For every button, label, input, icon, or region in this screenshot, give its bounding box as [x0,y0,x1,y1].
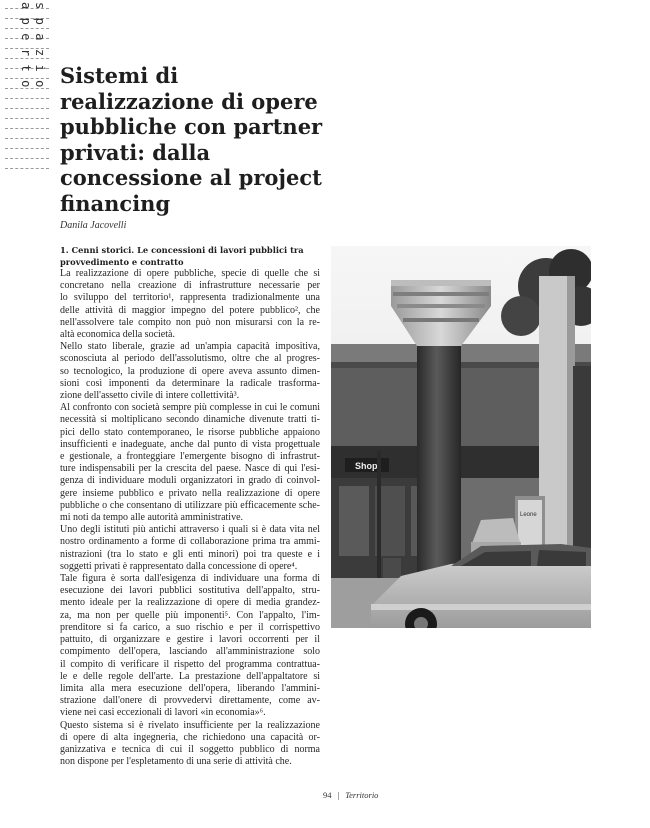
body-line: mi noti da tempo alle autorità amministrative. [60,512,244,524]
page-footer [323,790,378,800]
body-line: so tecnologico, la produzione di opere aveva assunto dimen- [60,365,320,377]
body-line: viene nei casi eccezionali di lavori «in economia»⁶. [60,707,266,719]
shop-sign: Shop [355,461,378,471]
body-line: Uno degli istituti più antichi attraverso i quali si è data vita nel [60,524,320,536]
body-line: di opere di alta ingegneria, che richiedono una capacità or- [60,731,320,743]
section-heading: 1. Cenni storici. Le concessioni di lavori pubblici tra provvedimento e contratto [60,245,304,267]
body-line: soggetti privati è rappresentato dalla concessione di opere⁴. [60,560,298,572]
body-line: La realizzazione di opere pubbliche, specie di quelle che si [60,268,320,279]
body-line: strazione dall'onere di provvedervi direttamente, come av- [60,695,320,707]
body-line: sconosciuta al periodo dell'assolutismo, oltre che al progres- [60,353,320,365]
body-line: nistrazioni (tra lo stato e gli enti minori) poi tra queste e i [60,548,320,560]
section-tab [0,0,50,172]
body-line: pattuito, di organizzare e gestire i lavori occorrenti per il [60,634,320,646]
page-number: 94 [323,790,332,800]
footer-separator: | [337,790,340,800]
section-tab-label: spazio aperto [19,2,47,96]
body-line: ganizzativa e tecnica di cui il soggetto pubblico di norma [60,743,320,755]
body-line: e gestionale, a fronteggiare l'emergente bisogno di infrastrut- [60,451,320,463]
body-line: compimento dell'opera, lasciando all'amministrazione solo [60,646,320,658]
body-line: necessità si moltiplicano secondo dinamiche divenute tratti ti- [60,414,320,426]
body-line: Questo sistema si è rivelato insufficiente per la realizzazione [60,719,320,731]
body-line: lo sviluppo del territorio¹, rappresenta tradizionalmente una [60,292,320,304]
article-photo [331,246,591,628]
body-line: sioni così imponenti da determinare la radicale trasforma- [60,377,320,389]
body-line: non dispone per l'espletamento di una serie di attività che. [60,756,292,768]
body-line: za, ma non per quelle più imponenti⁵. Con l'appalto, l'im- [60,609,320,621]
body-line: nell'assolvere tale compito non può non misurarsi con la re- [60,316,320,328]
body-line: il compito di verificare il rispetto del programma contrattua- [60,658,320,670]
body-line: gere insieme pubblico e privato nella realizzazione di opere [60,487,320,499]
article-body [60,268,320,768]
body-line: mento ideale per la realizzazione di opere di media grandez- [60,597,320,609]
body-line: Tale figura è sorta dall'esigenza di individuare una forma di [60,573,320,585]
body-line: genza di individuare moduli organizzatori in grado di coinvol- [60,475,320,487]
body-line: nostro ordinamento a forme di collaborazione prima tra ammi- [60,536,320,548]
body-line: altà economica della società. [60,329,175,341]
body-line: le e delle regole dell'arte. La prestazione dell'appaltatore si [60,670,320,682]
body-line: esecuzione dei lavori pubblici sostitutiva dell'appalto, stru- [60,585,320,597]
body-line: insufficienti e inadeguate, anche dal punto di vista progettuale [60,438,320,450]
body-line: pici dello stato contemporaneo, le risorse pubbliche appaiono [60,426,320,438]
poster-text: Leone [520,512,537,518]
publication-name: Territorio [345,790,379,800]
body-line: limita alla mera esecuzione dell'opera, liberando l'ammini- [60,682,320,694]
body-line: zione dell'assetto civile di intere collettività³. [60,390,240,402]
body-line: delle attività di maggior impegno del potere pubblico², che [60,304,320,316]
body-line: concretano nella creazione di infrastrutture necessarie per [60,280,320,292]
body-line: ture indispensabili per la crescita del paese. Nasce di qui l'esi- [60,463,320,475]
author-name: Danila Jacovelli [60,220,127,231]
body-line: Al confronto con società sempre più complesse in cui le comuni [60,402,320,414]
body-line: prenditore si fa carico, a suo rischio e per il corrispettivo [60,621,320,633]
body-line: pubbliche o che consentano di utilizzare più efficacemente sche- [60,499,320,511]
body-line: Nello stato liberale, grazie ad un'ampia capacità impositiva, [60,341,320,353]
article-title: Sistemi di realizzazione di opere pubbliche con partner privati: dalla concessione al project financing [60,63,323,216]
